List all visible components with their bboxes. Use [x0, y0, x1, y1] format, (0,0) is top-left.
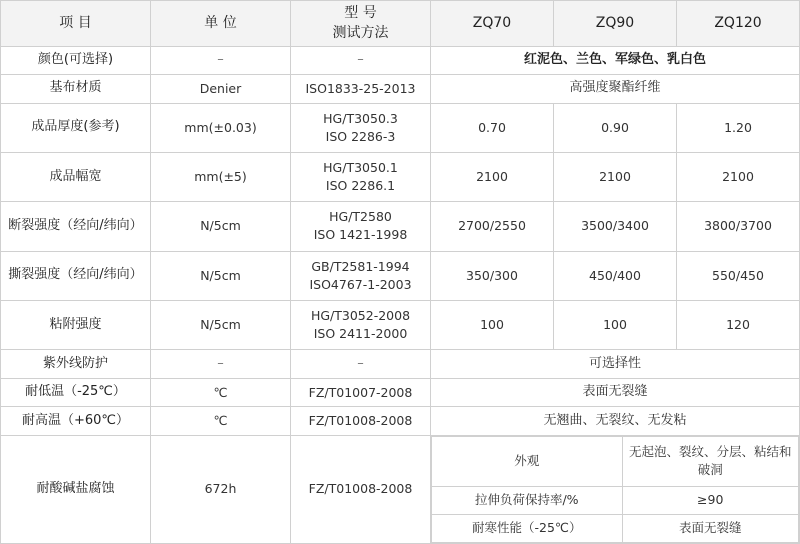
table-header	[1, 1, 800, 47]
row-method-breaking-strength	[291, 202, 431, 251]
sub-row-cold-resistance	[432, 514, 799, 542]
header-row	[1, 1, 800, 47]
row-method-width	[291, 152, 431, 201]
row-method-adhesion-strength	[291, 301, 431, 350]
table-body	[1, 46, 800, 543]
row-method-high-temperature: FZ/T01008-2008	[291, 407, 431, 436]
corrosion-subtable-container	[431, 436, 800, 544]
row-unit-high-temperature: ℃	[151, 407, 291, 436]
header-method-line2: 测试方法	[332, 25, 389, 42]
header-unit: 单 位	[151, 1, 291, 47]
table-row	[1, 202, 800, 251]
row-value-zq120: 120	[677, 301, 800, 350]
row-item-corrosion: 耐酸碱盐腐蚀	[1, 436, 151, 544]
method-line-2: ISO 2411-2000	[313, 326, 408, 342]
row-value-zq70: 350/300	[431, 251, 554, 300]
row-value-zq70: 2100	[431, 152, 554, 201]
row-unit-width: mm(±5)	[151, 152, 291, 201]
table-row	[1, 251, 800, 300]
table-row	[1, 350, 800, 379]
row-unit-breaking-strength: N/5cm	[151, 202, 291, 251]
header-model-zq70: ZQ70	[431, 1, 554, 47]
method-line-1: HG/T3050.3	[323, 110, 398, 126]
row-unit-tear-strength: N/5cm	[151, 251, 291, 300]
sub-value-tensile-retention: ≥90	[622, 486, 799, 514]
row-unit-adhesion-strength: N/5cm	[151, 301, 291, 350]
row-unit-color: –	[151, 46, 291, 75]
row-value-uv-protection: 可选择性	[431, 350, 800, 379]
header-item: 项 目	[1, 1, 151, 47]
method-line-1: HG/T2580	[329, 209, 392, 225]
sub-label-cold-resistance: 耐寒性能（-25℃）	[432, 514, 623, 542]
row-item-breaking-strength: 断裂强度（经向/纬向）	[1, 202, 151, 251]
row-unit-corrosion: 672h	[151, 436, 291, 544]
table-row	[1, 301, 800, 350]
row-item-high-temperature: 耐高温（+60℃）	[1, 407, 151, 436]
row-item-adhesion-strength: 粘附强度	[1, 301, 151, 350]
table-row	[1, 46, 800, 75]
row-value-color: 红泥色、兰色、军绿色、乳白色	[431, 46, 800, 75]
row-value-zq120: 550/450	[677, 251, 800, 300]
row-method-thickness	[291, 103, 431, 152]
row-value-zq90: 450/400	[554, 251, 677, 300]
row-unit-uv-protection: –	[151, 350, 291, 379]
row-item-uv-protection: 紫外线防护	[1, 350, 151, 379]
row-value-zq120: 1.20	[677, 103, 800, 152]
header-model-zq120: ZQ120	[677, 1, 800, 47]
sub-row-appearance	[432, 437, 799, 487]
row-value-zq120: 2100	[677, 152, 800, 201]
method-line-2: ISO 2286.1	[325, 178, 396, 194]
sub-value-cold-resistance: 表面无裂缝	[622, 514, 799, 542]
row-value-zq90: 2100	[554, 152, 677, 201]
header-method-line1: 型 号	[344, 5, 377, 21]
row-item-color: 颜色(可选择)	[1, 46, 151, 75]
row-value-zq90: 3500/3400	[554, 202, 677, 251]
sub-label-appearance: 外观	[432, 437, 623, 487]
table-row	[1, 407, 800, 436]
row-method-base-fabric: ISO1833-25-2013	[291, 75, 431, 104]
row-value-zq90: 0.90	[554, 103, 677, 152]
row-value-base-fabric: 高强度聚酯纤维	[431, 75, 800, 104]
row-item-base-fabric: 基布材质	[1, 75, 151, 104]
row-value-low-temperature: 表面无裂缝	[431, 378, 800, 407]
row-method-low-temperature: FZ/T01007-2008	[291, 378, 431, 407]
row-value-zq120: 3800/3700	[677, 202, 800, 251]
row-method-color: –	[291, 46, 431, 75]
method-line-2: ISO4767-1-2003	[309, 276, 412, 292]
method-line-1: HG/T3052-2008	[310, 308, 411, 324]
row-item-low-temperature: 耐低温（-25℃）	[1, 378, 151, 407]
row-value-zq70: 100	[431, 301, 554, 350]
row-item-tear-strength: 撕裂强度（经向/纬向）	[1, 251, 151, 300]
table-row-corrosion	[1, 436, 800, 544]
row-item-thickness: 成品厚度(参考)	[1, 103, 151, 152]
method-line-2: ISO 2286-3	[325, 128, 396, 144]
row-method-corrosion: FZ/T01008-2008	[291, 436, 431, 544]
table-row	[1, 75, 800, 104]
row-method-tear-strength	[291, 251, 431, 300]
header-method	[291, 1, 431, 47]
sub-row-tensile-retention	[432, 486, 799, 514]
table-row	[1, 152, 800, 201]
row-method-uv-protection: –	[291, 350, 431, 379]
row-unit-base-fabric: Denier	[151, 75, 291, 104]
method-line-2: ISO 1421-1998	[313, 227, 408, 243]
table-row	[1, 378, 800, 407]
sub-value-appearance: 无起泡、裂纹、分层、粘结和破洞	[622, 437, 799, 487]
row-value-zq70: 0.70	[431, 103, 554, 152]
method-line-1: GB/T2581-1994	[311, 258, 410, 274]
row-value-high-temperature: 无翘曲、无裂纹、无发粘	[431, 407, 800, 436]
row-value-zq70: 2700/2550	[431, 202, 554, 251]
corrosion-subtable	[431, 436, 799, 543]
row-unit-thickness: mm(±0.03)	[151, 103, 291, 152]
method-line-1: HG/T3050.1	[323, 160, 398, 176]
row-unit-low-temperature: ℃	[151, 378, 291, 407]
row-value-zq90: 100	[554, 301, 677, 350]
table-row	[1, 103, 800, 152]
row-item-width: 成品幅宽	[1, 152, 151, 201]
sub-label-tensile-retention: 拉伸负荷保持率/%	[432, 486, 623, 514]
header-model-zq90: ZQ90	[554, 1, 677, 47]
